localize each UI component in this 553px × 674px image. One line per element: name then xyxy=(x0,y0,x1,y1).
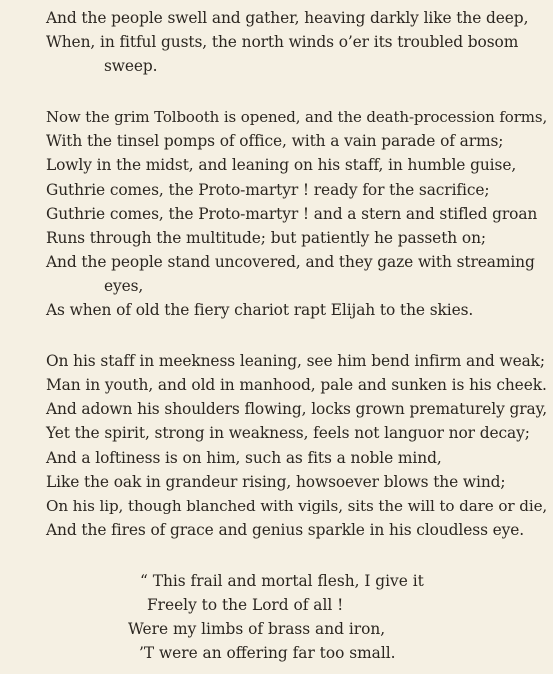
hymn-line: Freely to the Lord of all ! xyxy=(147,595,344,614)
verse-line: Now the grim Tolbooth is opened, and the death-procession forms, xyxy=(46,108,548,127)
verse-line: And the fires of grace and genius sparkle in his cloudless eye. xyxy=(46,520,525,539)
stanza-3 xyxy=(46,349,553,542)
verse-line: When, in fitful gusts, the north winds o’er its troubled bosom xyxy=(46,33,519,52)
verse-line: And a loftiness is on him, such as fits a noble mind, xyxy=(46,448,442,467)
quoted-hymn xyxy=(46,569,553,665)
verse-line-continuation: sweep. xyxy=(104,57,158,76)
verse-line: Guthrie comes, the Proto-martyr ! and a stern and stifled groan xyxy=(46,204,538,223)
verse-line: Runs through the multitude; but patiently he passeth on; xyxy=(46,228,487,247)
poem-body xyxy=(46,6,553,542)
verse-line: Man in youth, and old in manhood, pale and sunken is his cheek. xyxy=(46,376,547,395)
verse-line: With the tinsel pomps of office, with a vain parade of arms; xyxy=(46,132,504,151)
verse-line-continuation: eyes, xyxy=(104,276,144,295)
verse-line: And the people swell and gather, heaving darkly like the deep, xyxy=(46,9,529,27)
verse-line: Lowly in the midst, and leaning on his staff, in humble guise, xyxy=(46,156,517,175)
verse-line: Guthrie comes, the Proto-martyr ! ready for the sacrifice; xyxy=(46,180,490,199)
verse-line: And the people stand uncovered, and they gaze with streaming xyxy=(46,252,535,271)
stanza-2 xyxy=(46,105,553,322)
hymn-line: ’T were an offering far too small. xyxy=(139,644,396,663)
hymn-line: “ This frail and mortal flesh, I give it xyxy=(140,571,424,590)
verse-line: And adown his shoulders flowing, locks grown prematurely gray, xyxy=(46,400,547,419)
verse-line: As when of old the fiery chariot rapt Elijah to the skies. xyxy=(46,301,474,320)
verse-line: On his lip, though blanched with vigils, sits the will to dare or die, xyxy=(46,496,548,515)
hymn-line: Were my limbs of brass and iron, xyxy=(128,620,386,639)
verse-line: Like the oak in grandeur rising, howsoever blows the wind; xyxy=(46,472,506,491)
stanza-1 xyxy=(46,6,553,78)
verse-line: On his staff in meekness leaning, see him bend infirm and weak; xyxy=(46,352,546,371)
verse-line: Yet the spirit, strong in weakness, feels not languor nor decay; xyxy=(46,424,530,443)
